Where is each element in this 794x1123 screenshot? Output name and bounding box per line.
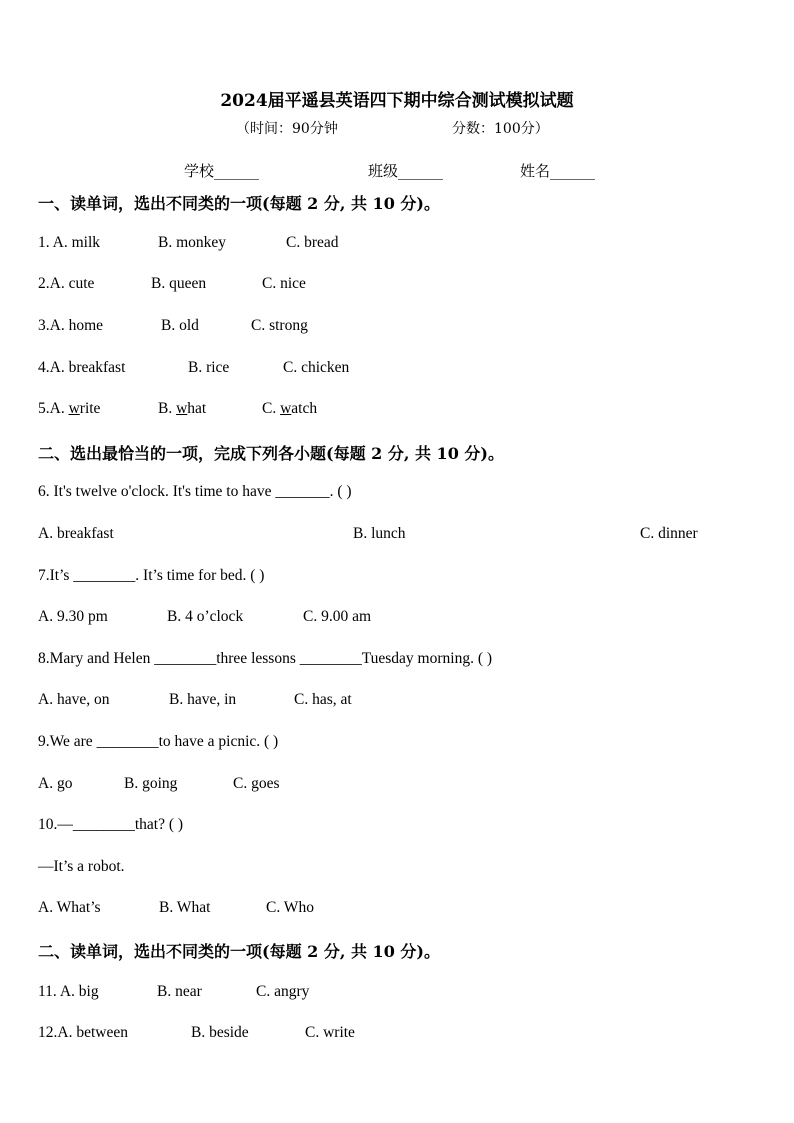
q9-option-a: A. go (38, 775, 73, 792)
q5-option-c: C. watch (262, 400, 318, 417)
q6-option-a: A. breakfast (38, 525, 114, 542)
q10-answer-line: —It’s a robot. (38, 858, 125, 875)
q12-option-b: B. beside (191, 1024, 249, 1041)
q1-option-c: C. bread (286, 234, 339, 251)
q11-option-b: B. near (157, 983, 202, 1000)
q10-option-b: B. What (159, 899, 211, 916)
q3-option-b: B. old (161, 317, 199, 334)
q6-option-c: C. dinner (640, 525, 698, 542)
question-8: 8.Mary and Helen ________three lessons ________Tuesday morning. ( ) (38, 650, 493, 667)
exam-time: （时间：90分钟 (236, 121, 338, 137)
section-3-heading: 二、读单词，选出不同类的一项(每题 2 分, 共 10 分)。 (38, 942, 440, 961)
q1-option-b: B. monkey (158, 234, 227, 251)
q10-option-c: C. Who (266, 899, 314, 916)
question-12: 12.A. between (38, 1024, 128, 1041)
question-5: 5.A. write (38, 400, 101, 417)
exam-score: 分数：100分） (452, 121, 549, 137)
question-3: 3.A. home (38, 317, 104, 334)
q9-option-c: C. goes (233, 775, 280, 792)
q9-option-b: B. going (124, 775, 178, 792)
q7-option-b: B. 4 o’clock (167, 608, 244, 625)
question-1: 1. A. milk (38, 234, 101, 251)
q5-option-b: B. what (158, 400, 207, 417)
q7-option-a: A. 9.30 pm (38, 608, 108, 625)
question-4: 4.A. breakfast (38, 359, 126, 376)
q8-option-b: B. have, in (169, 691, 237, 708)
question-6: 6. It's twelve o'clock. It's time to have _______. ( ) (38, 483, 352, 500)
question-10: 10.—________that? ( ) (38, 816, 184, 833)
q8-option-c: C. has, at (294, 691, 352, 708)
q2-option-b: B. queen (151, 275, 207, 292)
question-7: 7.It’s ________. It’s time for bed. ( ) (38, 567, 265, 584)
page-title: 2024届平遥县英语四下期中综合测试模拟试题 (220, 91, 574, 111)
section-1-heading: 一、读单词，选出不同类的一项(每题 2 分, 共 10 分)。 (38, 194, 440, 213)
q6-option-b: B. lunch (353, 525, 406, 542)
q12-option-c: C. write (305, 1024, 355, 1041)
q3-option-c: C. strong (251, 317, 308, 334)
q10-option-a: A. What’s (38, 899, 101, 916)
q7-option-c: C. 9.00 am (303, 608, 372, 625)
q4-option-b: B. rice (188, 359, 230, 376)
class-field: 班级______ (368, 162, 444, 180)
name-field: 姓名______ (520, 162, 596, 180)
section-2-heading: 二、选出最恰当的一项，完成下列各小题(每题 2 分, 共 10 分)。 (38, 444, 504, 463)
question-11: 11. A. big (38, 983, 99, 1000)
q11-option-c: C. angry (256, 983, 310, 1000)
question-9: 9.We are ________to have a picnic. ( ) (38, 733, 279, 750)
q4-option-c: C. chicken (283, 359, 350, 376)
q2-option-c: C. nice (262, 275, 306, 292)
question-2: 2.A. cute (38, 275, 95, 292)
q8-option-a: A. have, on (38, 691, 110, 708)
school-field: 学校______ (184, 162, 260, 180)
